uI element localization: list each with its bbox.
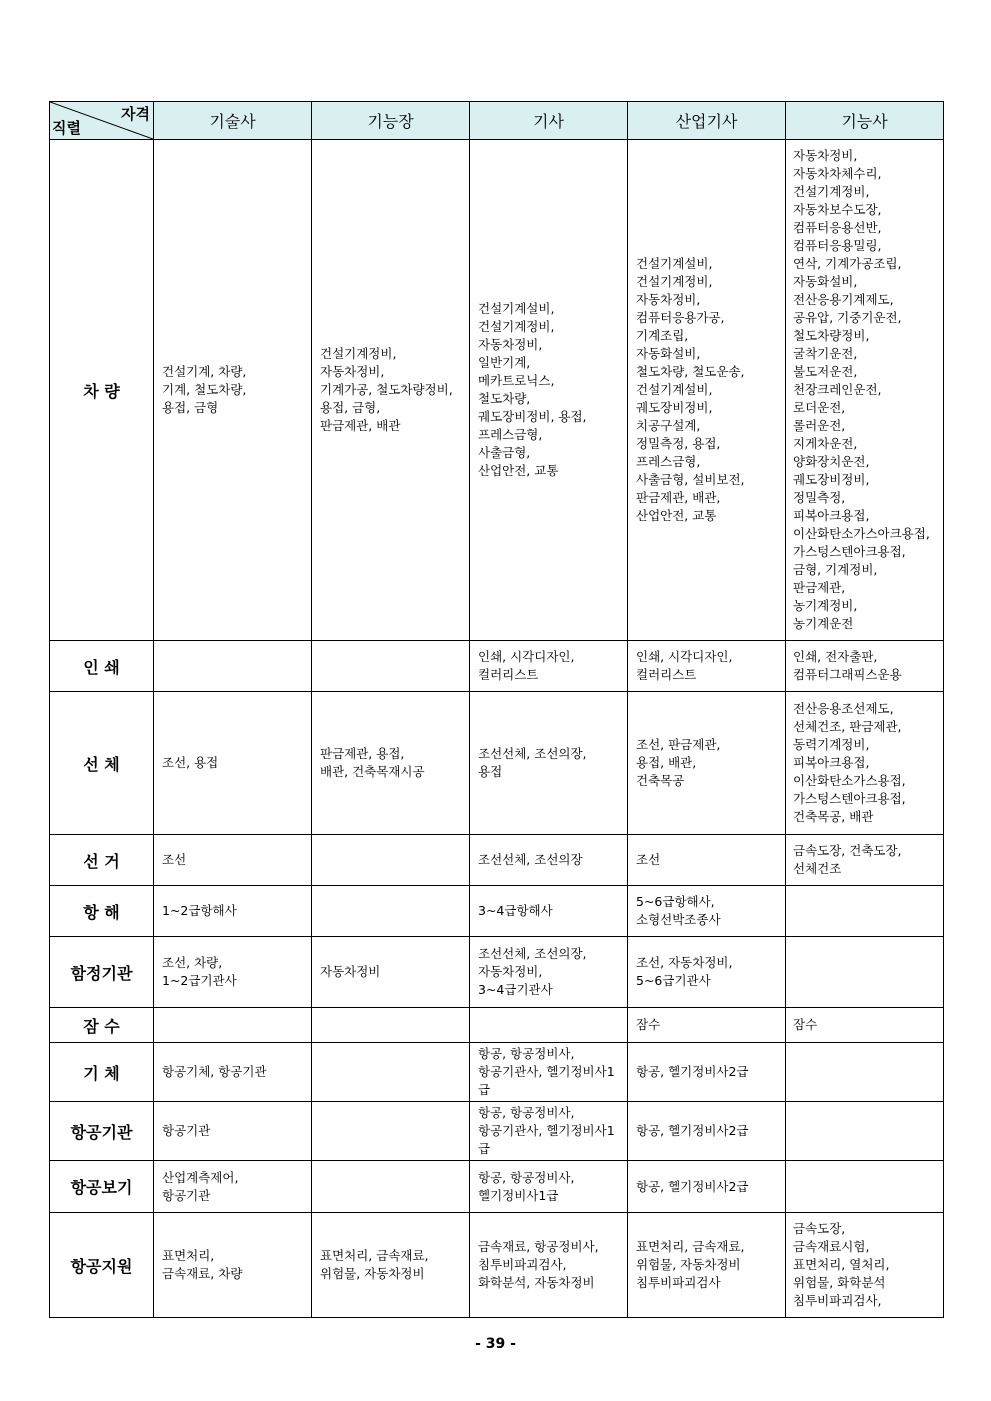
table-cell: 자동차정비, 자동차차체수리, 건설기계정비, 자동차보수도장, 컴퓨터응용선반, 컴퓨터응용밀링, 연삭, 기계가공조립, 자동화설비, 전산응용기계제도, 공유압, 기중기운전, 철도차량정비, 굴착기운전, 불도저운전, 천장크레인운전, 로더운전, 롤러운전, 지게차운전, 양화장치운전, 궤도장비정비, 정밀측정, 피복아크용접, 이산화탄소가스아크용접, 가스텅스텐아크용접, 금형, 기계정비, 판금제관, 농기계정비, 농기계운전 xyxy=(786,140,944,641)
table-body xyxy=(50,140,944,1318)
table-cell xyxy=(312,886,470,937)
table-cell: 항공, 항공정비사, 헬기정비사1급 xyxy=(470,1161,628,1213)
row-header: 항공지원 xyxy=(50,1213,154,1318)
table-cell: 표면처리, 금속재료, 위험물, 자동차정비 침투비파괴검사 xyxy=(628,1213,786,1318)
column-header: 기능사 xyxy=(786,102,944,140)
table-cell: 항공, 헬기정비사2급 xyxy=(628,1043,786,1102)
table-cell: 인쇄, 전자출판, 컴퓨터그래픽스운용 xyxy=(786,641,944,692)
column-header: 기사 xyxy=(470,102,628,140)
table-cell: 조선, 자동차정비, 5~6급기관사 xyxy=(628,937,786,1008)
table-cell xyxy=(312,1102,470,1161)
table-cell: 조선 xyxy=(154,835,312,886)
table-row xyxy=(50,1008,944,1043)
table-cell: 조선선체, 조선의장, 용접 xyxy=(470,692,628,835)
table-cell: 금속도장, 건축도장, 선체건조 xyxy=(786,835,944,886)
table-cell: 조선, 판금제관, 용접, 배관, 건축목공 xyxy=(628,692,786,835)
row-header: 함정기관 xyxy=(50,937,154,1008)
table-cell: 건설기계, 차량, 기계, 철도차량, 용접, 금형 xyxy=(154,140,312,641)
table-row xyxy=(50,937,944,1008)
table-cell: 잠수 xyxy=(786,1008,944,1043)
table-row xyxy=(50,886,944,937)
row-header: 선 거 xyxy=(50,835,154,886)
table-cell xyxy=(786,886,944,937)
table-cell: 조선, 차량, 1~2급기관사 xyxy=(154,937,312,1008)
row-header: 잠 수 xyxy=(50,1008,154,1043)
table-cell xyxy=(312,835,470,886)
table-cell: 항공, 항공정비사, 항공기관사, 헬기정비사1급 xyxy=(470,1043,628,1102)
table-cell: 항공기체, 항공기관 xyxy=(154,1043,312,1102)
row-header: 차 량 xyxy=(50,140,154,641)
row-header: 항 해 xyxy=(50,886,154,937)
column-header: 산업기사 xyxy=(628,102,786,140)
table-cell xyxy=(470,1008,628,1043)
table-cell xyxy=(312,1161,470,1213)
table-row xyxy=(50,140,944,641)
table-cell: 건설기계설비, 건설기계정비, 자동차정비, 컴퓨터응용가공, 기계조립, 자동화설비, 철도차량, 철도운송, 건설기계설비, 궤도장비정비, 치공구설계, 정밀측정, 용접, 프레스금형, 사출금형, 설비보전, 판금제관, 배관, 산업안전, 교통 xyxy=(628,140,786,641)
table-cell xyxy=(786,1161,944,1213)
table-cell xyxy=(786,1043,944,1102)
table-row xyxy=(50,1161,944,1213)
table-header-row xyxy=(50,102,944,140)
table-cell: 조선, 용접 xyxy=(154,692,312,835)
table-row xyxy=(50,1102,944,1161)
table-cell: 항공기관 xyxy=(154,1102,312,1161)
table-row xyxy=(50,692,944,835)
table-cell: 항공, 헬기정비사2급 xyxy=(628,1102,786,1161)
table-cell: 3~4급항해사 xyxy=(470,886,628,937)
table-row xyxy=(50,641,944,692)
corner-bottom-label: 직렬 xyxy=(52,119,81,137)
table-cell: 산업계측제어, 항공기관 xyxy=(154,1161,312,1213)
table-cell: 건설기계설비, 건설기계정비, 자동차정비, 일반기계, 메카트로닉스, 철도차량, 궤도장비정비, 용접, 프레스금형, 사출금형, 산업안전, 교통 xyxy=(470,140,628,641)
table-row xyxy=(50,1043,944,1102)
row-header: 선 체 xyxy=(50,692,154,835)
table-cell: 5~6급항해사, 소형선박조종사 xyxy=(628,886,786,937)
table-cell: 금속도장, 금속재료시험, 표면처리, 열처리, 위험물, 화학분석 침투비파괴검사, xyxy=(786,1213,944,1318)
table-cell xyxy=(312,1043,470,1102)
table-cell: 조선 xyxy=(628,835,786,886)
table-cell: 잠수 xyxy=(628,1008,786,1043)
row-header: 인 쇄 xyxy=(50,641,154,692)
table-cell: 1~2급항해사 xyxy=(154,886,312,937)
table-cell: 금속재료, 항공정비사, 침투비파괴검사, 화학분석, 자동차정비 xyxy=(470,1213,628,1318)
table-cell: 항공, 항공정비사, 항공기관사, 헬기정비사1급 xyxy=(470,1102,628,1161)
table-cell: 자동차정비 xyxy=(312,937,470,1008)
corner-header-cell xyxy=(50,102,154,140)
table-cell xyxy=(786,1102,944,1161)
row-header: 항공기관 xyxy=(50,1102,154,1161)
qualification-table xyxy=(49,101,944,1318)
table-cell xyxy=(154,641,312,692)
table-row xyxy=(50,835,944,886)
table-row xyxy=(50,1213,944,1318)
table-cell: 인쇄, 시각디자인, 컬러리스트 xyxy=(470,641,628,692)
table-cell: 표면처리, 금속재료, 위험물, 자동차정비 xyxy=(312,1213,470,1318)
page-number: - 39 - xyxy=(475,1336,516,1352)
table-cell: 전산응용조선제도, 선체건조, 판금제관, 동력기계정비, 피복아크용접, 이산화탄소가스용접, 가스텅스텐아크용접, 건축목공, 배관 xyxy=(786,692,944,835)
table-cell xyxy=(312,641,470,692)
table-cell: 조선선체, 조선의장 xyxy=(470,835,628,886)
table-cell: 인쇄, 시각디자인, 컬러리스트 xyxy=(628,641,786,692)
table-cell: 조선선체, 조선의장, 자동차정비, 3~4급기관사 xyxy=(470,937,628,1008)
corner-top-label: 자격 xyxy=(121,105,150,123)
column-header: 기능장 xyxy=(312,102,470,140)
table-cell xyxy=(786,937,944,1008)
table-cell: 표면처리, 금속재료, 차량 xyxy=(154,1213,312,1318)
table-cell xyxy=(312,1008,470,1043)
row-header: 항공보기 xyxy=(50,1161,154,1213)
table-cell: 판금제관, 용접, 배관, 건축목재시공 xyxy=(312,692,470,835)
row-header: 기 체 xyxy=(50,1043,154,1102)
column-header: 기술사 xyxy=(154,102,312,140)
table-cell xyxy=(154,1008,312,1043)
table-cell: 건설기계정비, 자동차정비, 기계가공, 철도차량정비, 용접, 금형, 판금제관, 배관 xyxy=(312,140,470,641)
table-cell: 항공, 헬기정비사2급 xyxy=(628,1161,786,1213)
